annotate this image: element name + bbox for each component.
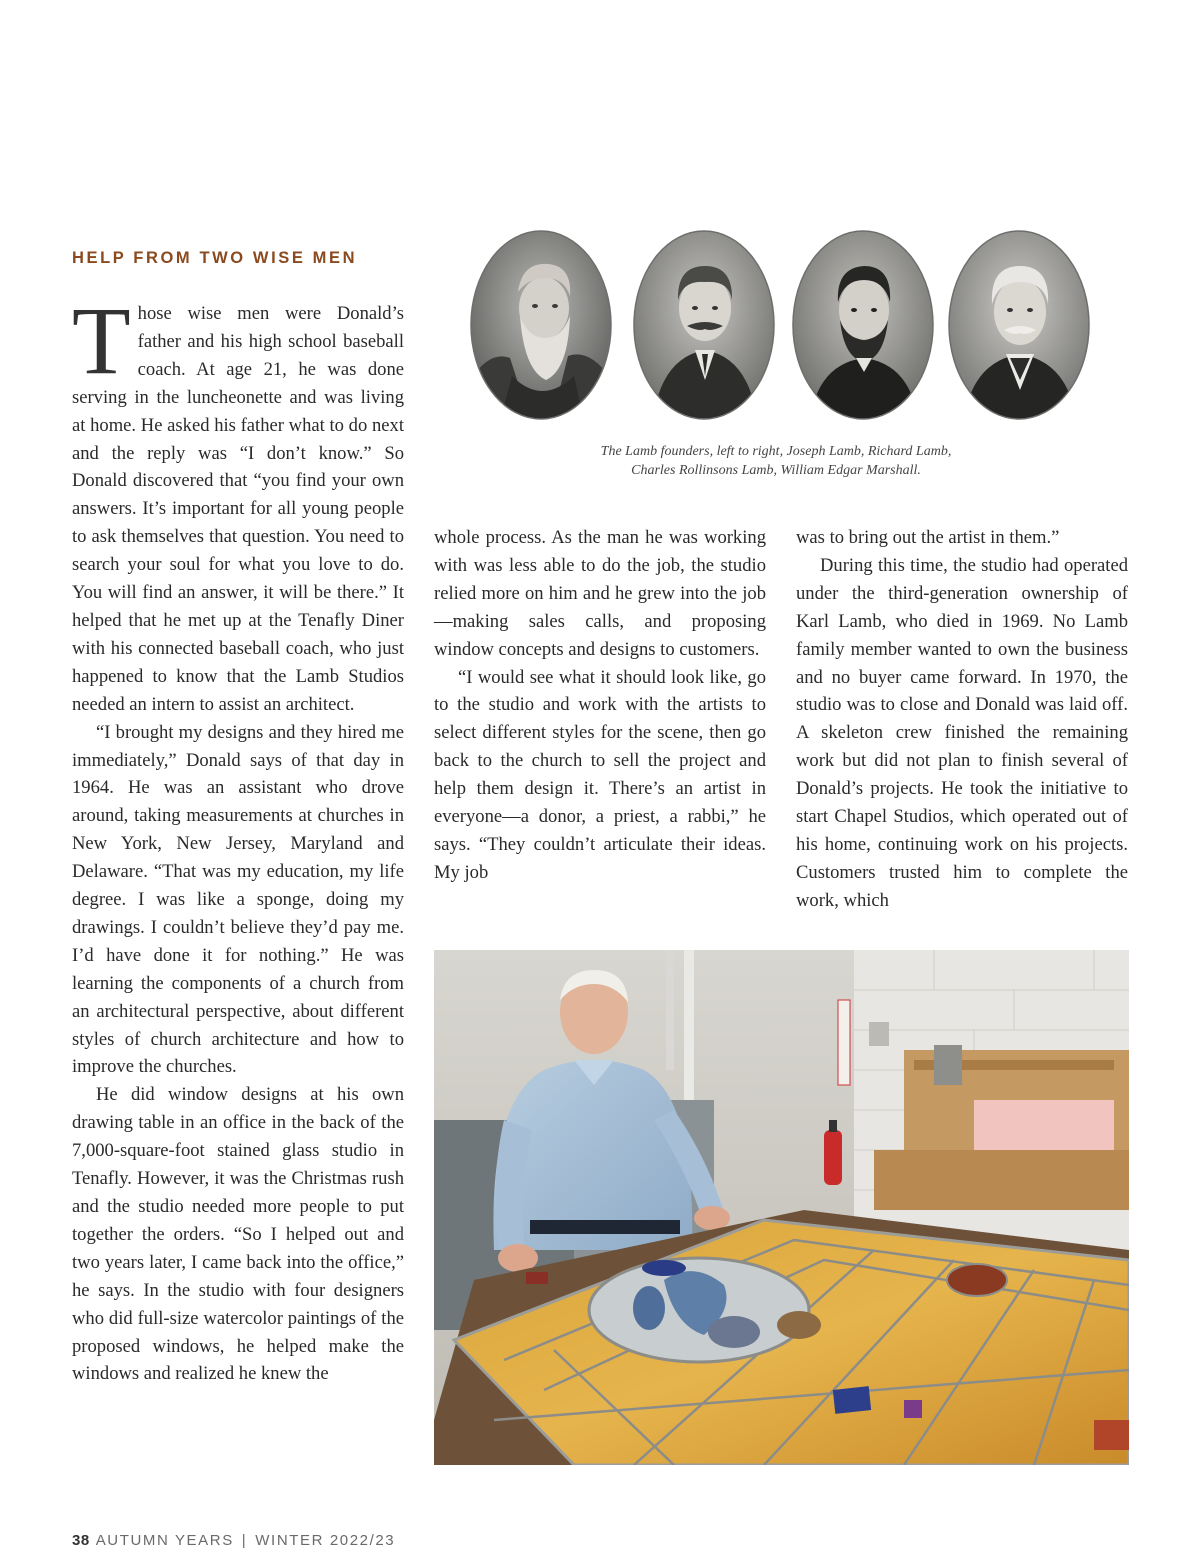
page-number: 38 (72, 1532, 90, 1549)
portrait-charles-rollinsons-lamb (792, 230, 934, 420)
drop-cap: T (72, 287, 131, 394)
studio-photo (434, 950, 1129, 1465)
article-paragraph: whole process. As the man he was working with was less able to do the job, the studio relied more on him and he grew into the job—making sales calls, and proposing window concepts and designs to customers. (434, 527, 766, 660)
issue-date: WINTER 2022/23 (255, 1532, 396, 1549)
article-paragraph: During this time, the studio had operated under the third-generation ownership of Karl Lamb, who died in 1969. No Lamb family member wanted to own the business and no buyer came forward. In 1970, the studio was to close and Donald was laid off. A skeleton crew finished the remaining work but did not plan to finish several of Donald’s projects. He took the initiative to start Chapel Studios, which operated out of his home, continuing work on his projects. Customers trusted him to complete the work, which (796, 554, 1128, 911)
studio-photo-illustration (434, 950, 1129, 1465)
article-paragraph: “I brought my designs and they hired me immediately,” Donald says of that day in 1964. He was an assistant who drove around, taking measurements at churches in New York, New Jersey, Maryland and Delaware. “That was my education, my life degree. I was like a sponge, doing my drawings. I couldn’t believe they’d pay me. I’d have done it for nothing.” He was learning the components of a church from an architectural perspective, about different styles of church architecture and how to improve the churches. (72, 721, 404, 1078)
caption-line-1: The Lamb founders, left to right, Joseph Lamb, Richard Lamb, (600, 444, 952, 459)
article-column-3 (796, 524, 1128, 915)
footer-separator: | (241, 1532, 248, 1549)
article-paragraph: Those wise men were Donald’s father and his high school baseball coach. At age 21, he was done serving in the luncheonette and was living at home. He asked his father what to do next and the reply was “I don’t know.” So Donald discovered that “you find your own answers. It’s important for all young people to ask themselves that question. You need to search your soul for what you love to do. You will find an answer, it will be there.” It helped that he met up at the Tenafly Diner with his connected baseball coach, who just happened to know that the Lamb Studios needed an intern to assist an architect. (72, 287, 404, 715)
photo-caption (478, 442, 1074, 480)
caption-line-2: Charles Rollinsons Lamb, William Edgar Marshall. (631, 463, 921, 478)
portrait-richard-lamb (633, 230, 775, 420)
article-column-1 (72, 287, 404, 1388)
article-paragraph: was to bring out the artist in them.” (796, 527, 1060, 548)
publication-name: AUTUMN YEARS (95, 1532, 234, 1549)
section-heading: HELP FROM TWO WISE MEN (72, 249, 358, 267)
founders-portraits (470, 230, 1130, 420)
portrait-joseph-lamb (470, 230, 612, 420)
article-paragraph: He did window designs at his own drawing table in an office in the back of the 7,000-square-foot stained glass studio in Tenafly. However, it was the Christmas rush and the studio needed more people to put together the orders. “So I helped out and two years later, I came back into the office,” he says. In the studio with four designers who did full-size watercolor paintings of the proposed windows, he helped make the windows and realized he knew the (72, 1084, 404, 1385)
article-paragraph: “I would see what it should look like, go to the studio and work with the artists to select different styles for the scene, then go back to the church to sell the project and help them design it. There’s an artist in everyone—a donor, a priest, a rabbi,” he says. “They couldn’t articulate their ideas. My job (434, 666, 766, 883)
page-footer (72, 1532, 395, 1549)
article-column-2 (434, 524, 766, 887)
portrait-william-edgar-marshall (948, 230, 1090, 420)
